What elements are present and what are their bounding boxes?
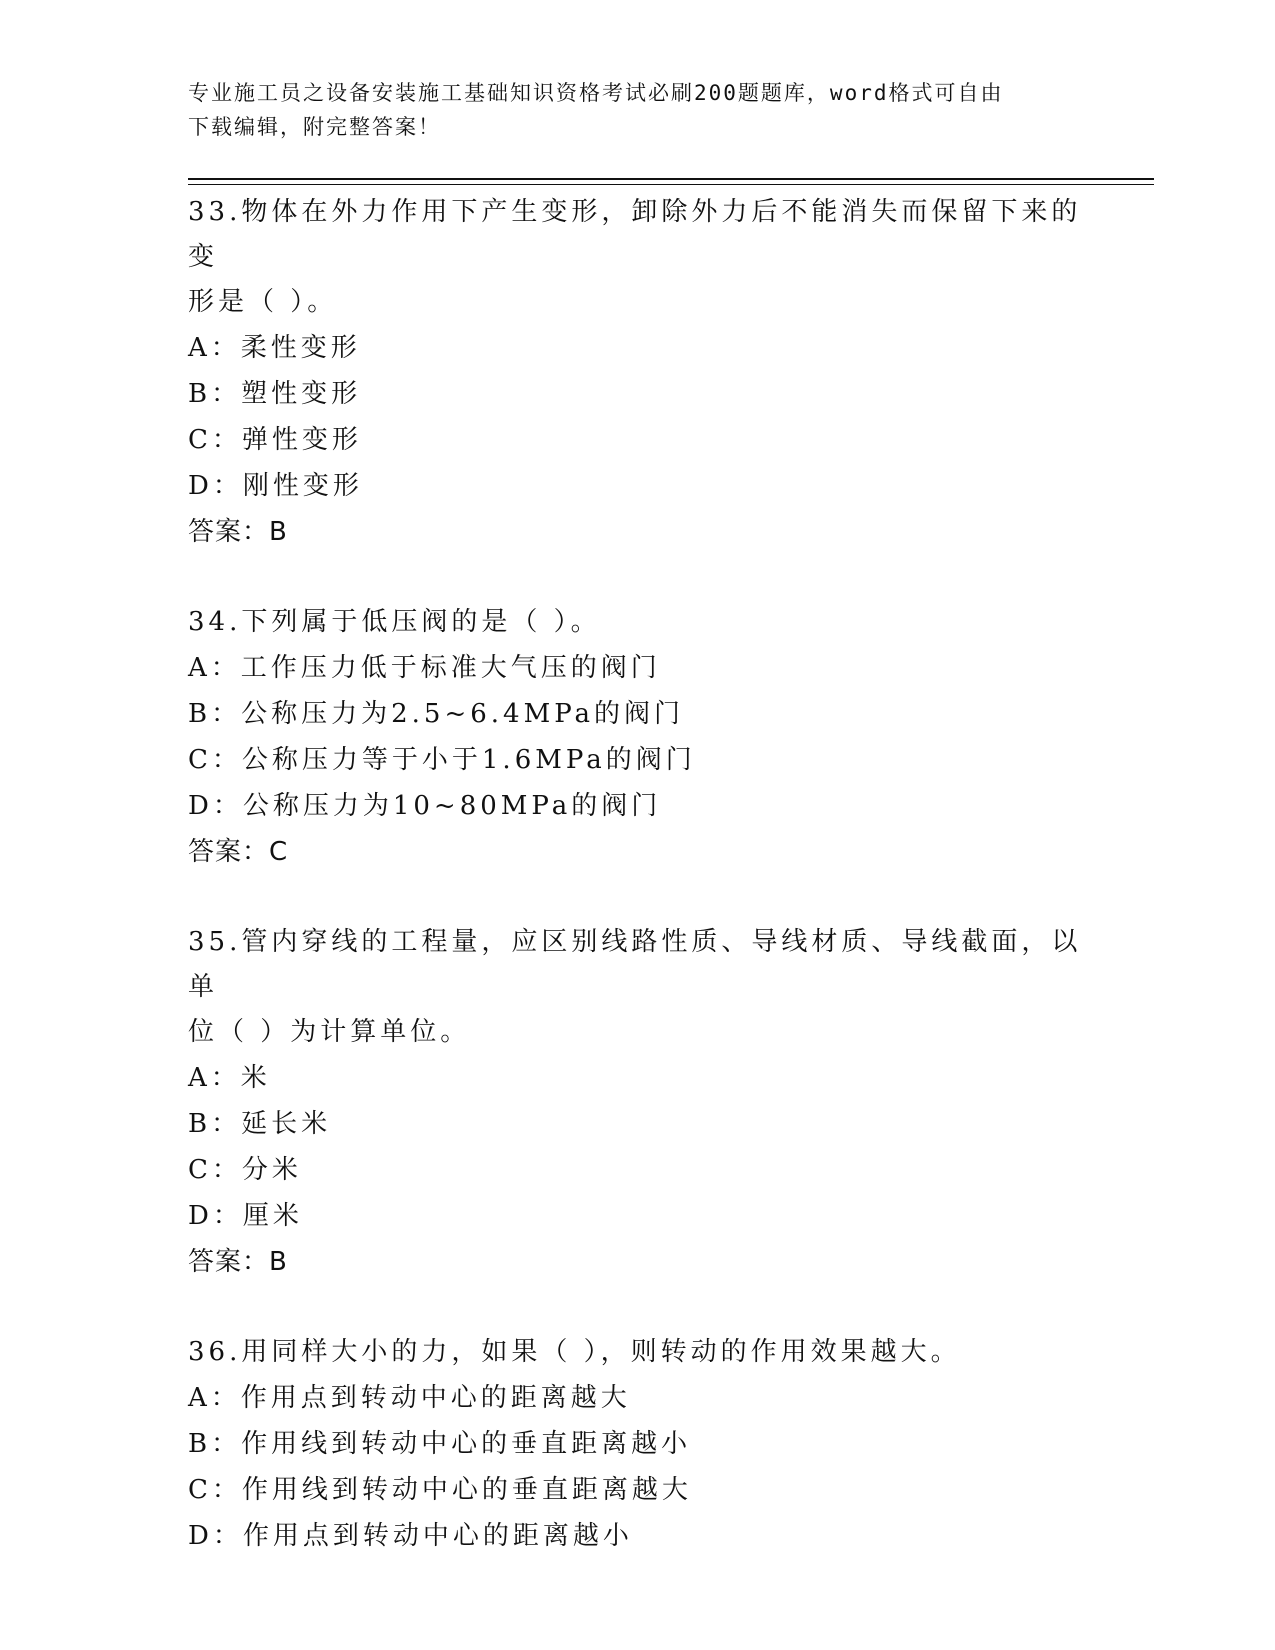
question-stem: 33.物体在外力作用下产生变形，卸除外力后不能消失而保留下来的变 [188, 197, 1082, 272]
option-b: B：作用线到转动中心的垂直距离越小 [188, 1429, 692, 1459]
question-stem: 36.用同样大小的力，如果（ ），则转动的作用效果越大。 [188, 1337, 961, 1367]
question-34 [188, 600, 1088, 875]
header-divider-thick [188, 178, 1154, 180]
question-33 [188, 190, 1088, 555]
option-c: C：弹性变形 [188, 425, 362, 455]
question-36 [188, 1330, 1088, 1559]
option-b: B：延长米 [188, 1109, 332, 1139]
option-a: A：柔性变形 [188, 333, 361, 363]
option-d: D：刚性变形 [188, 471, 363, 501]
option-a: A：作用点到转动中心的距离越大 [188, 1383, 631, 1413]
option-a: A：工作压力低于标准大气压的阀门 [188, 653, 661, 683]
answer-line: 答案：B [188, 1247, 288, 1277]
question-stem-continued: 位（ ）为计算单位。 [188, 1017, 471, 1047]
question-stem: 34.下列属于低压阀的是（ ）。 [188, 607, 601, 637]
option-c: C：分米 [188, 1155, 302, 1185]
option-d: D：厘米 [188, 1201, 303, 1231]
header-divider-thin [188, 184, 1154, 185]
option-b: B：公称压力为2.5~6.4MPa的阀门 [188, 699, 685, 729]
header-line-2: 下载编辑，附完整答案！ [188, 115, 441, 139]
option-c: C：公称压力等于小于1.6MPa的阀门 [188, 745, 696, 775]
question-stem: 35.管内穿线的工程量，应区别线路性质、导线材质、导线截面，以单 [188, 927, 1082, 1002]
answer-line: 答案：C [188, 837, 289, 867]
header-line-1: 专业施工员之设备安装施工基础知识资格考试必刷200题题库，word格式可自由 [188, 81, 1004, 105]
question-35 [188, 920, 1088, 1285]
option-c: C：作用线到转动中心的垂直距离越大 [188, 1475, 692, 1505]
answer-line: 答案：B [188, 517, 288, 547]
option-d: D：公称压力为10~80MPa的阀门 [188, 791, 662, 821]
option-a: A：米 [188, 1063, 271, 1093]
question-list [188, 190, 1088, 1604]
document-header [188, 76, 1068, 144]
option-d: D：作用点到转动中心的距离越小 [188, 1521, 633, 1551]
question-stem-continued: 形是（ ）。 [188, 287, 338, 317]
option-b: B：塑性变形 [188, 379, 362, 409]
